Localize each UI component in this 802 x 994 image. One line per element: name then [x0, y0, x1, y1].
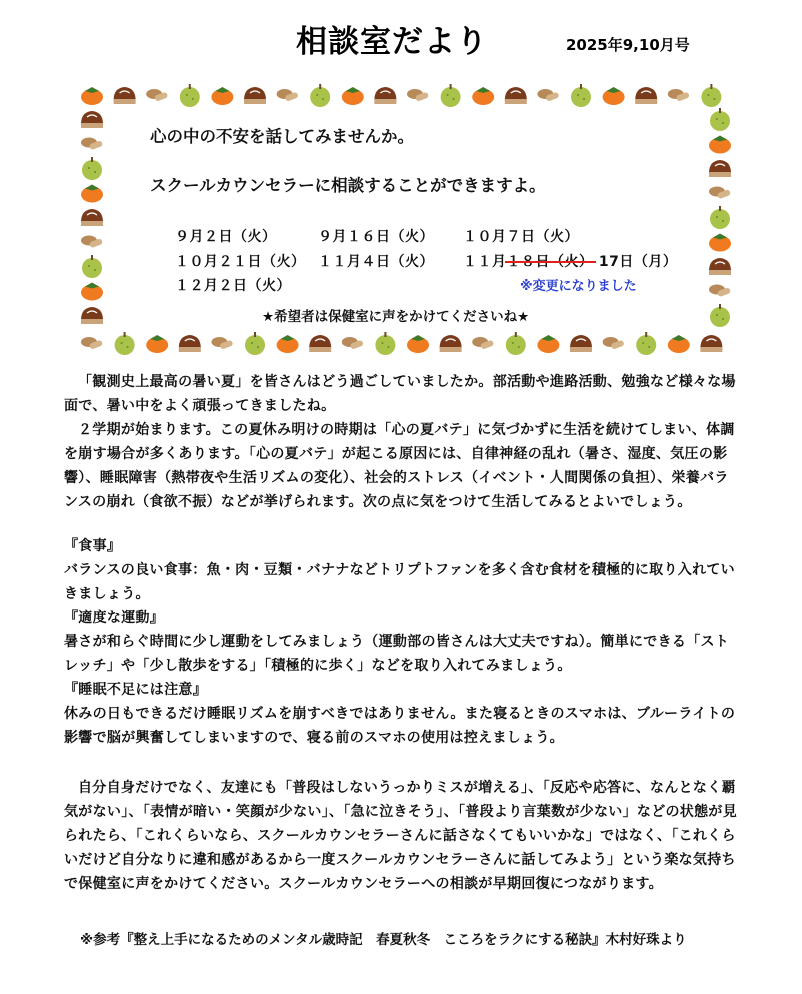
chestnut-icon: [81, 111, 103, 128]
persimmon-icon: [709, 136, 731, 154]
chestnut-icon: [309, 335, 331, 352]
chestnut-icon: [114, 87, 136, 104]
pear-icon: [115, 332, 135, 355]
persimmon-icon: [342, 87, 364, 105]
pear-icon: [82, 157, 102, 180]
date-6: [463, 251, 677, 271]
paragraph-2: ２学期が始まります。この夏休み明けの時期は「心の夏バテ」に気づかずに生活を続けてしまい、体調を崩す場合が多くあります。「心の夏バテ」が起こる原因には、自律神経の乱れ（暑さ、湿度、気圧の影響）、睡眠障害（熱帯夜や生活リズムの変化）、社会的ストレス（イベント・人間関係の負担）、栄養バランスの崩れ（食欲不振）などが挙げられます。次の点に気をつけて生活してみるとよいでしょう。: [64, 422, 735, 510]
persimmon-icon: [603, 87, 625, 105]
persimmon-icon: [81, 87, 103, 105]
page-title: 相談室だより: [296, 24, 488, 60]
reference: ※参考『整え上手になるためのメンタル歳時記 春夏秋冬 こころをラクにする秘訣』木村好珠より: [80, 932, 687, 948]
date-6-old: １８日（火）: [507, 251, 594, 271]
mushroom-icon: [472, 337, 494, 350]
paragraph-3: 自分自身だけでなく、友達にも「普段はしないうっかりミスが増える」、「反応や応答に、なんとなく覇気がない」、「表情が暗い・笑顔が少ない」、「急に泣きそう」、「普段より言葉数が少ない」などの状態が見られたら、「これくらいなら、スクールカウンセラーさんに話さなくてもいいかな」ではなく、「これくらいだけど自分なりに違和感があるから一度スクールカウンセラーさんに話してみよう」という楽な気持ちで保健室に声をかけてください。スクールカウンセラーへの相談が早期回復につながります。: [64, 780, 737, 892]
chestnut-icon: [440, 335, 462, 352]
text-food: バランスの良い食事：魚・肉・豆類・バナナなどトリプトファンを多く含む食材を積極的に取り入れていきましょう。: [64, 562, 735, 602]
pear-icon: [310, 84, 330, 107]
pear-icon: [245, 332, 265, 355]
heading-sleep: 『睡眠不足には注意』: [64, 682, 207, 698]
pear-icon: [82, 255, 102, 278]
pear-icon: [636, 332, 656, 355]
mushroom-icon: [81, 236, 103, 249]
mushroom-icon: [709, 285, 731, 298]
chestnut-icon: [179, 335, 201, 352]
persimmon-icon: [211, 87, 233, 105]
mushroom-icon: [211, 337, 233, 350]
chestnut-icon: [700, 335, 722, 352]
persimmon-icon: [407, 335, 429, 353]
notice: ★希望者は保健室に声をかけてくださいね★: [262, 309, 530, 325]
heading-exercise: 『適度な運動』: [64, 610, 165, 626]
pear-icon: [506, 332, 526, 355]
date-1: ９月２日（火）: [175, 229, 277, 245]
pear-icon: [441, 84, 461, 107]
persimmon-icon: [81, 185, 103, 203]
text-exercise: 暑さが和らぐ時間に少し運動をしてみましょう（運動部の皆さんは大丈夫ですね）。簡単にできる「ストレッチ」や「少し散歩をする」「積極的に歩く」などを取り入れてみましょう。: [64, 634, 730, 674]
issue-label: 2025年9,10月号: [566, 36, 690, 54]
mushroom-icon: [146, 89, 168, 102]
persimmon-icon: [146, 335, 168, 353]
mushroom-icon: [81, 138, 103, 151]
closing-section: [64, 776, 740, 896]
persimmon-icon: [709, 234, 731, 252]
chestnut-icon: [709, 258, 731, 275]
tips-section: [64, 534, 740, 750]
chestnut-icon: [81, 209, 103, 226]
persimmon-icon: [81, 283, 103, 301]
chestnut-icon: [244, 87, 266, 104]
pear-icon: [710, 304, 730, 327]
paragraph-1: 「観測史上最高の暑い夏」を皆さんはどう過ごしていましたか。部活動や進路活動、勉強など様々な場面で、暑い中をよく頑張ってきましたね。: [64, 374, 736, 414]
mushroom-icon: [342, 337, 364, 350]
persimmon-icon: [472, 87, 494, 105]
heading-food: 『食事』: [64, 538, 122, 554]
mushroom-icon: [603, 337, 625, 350]
date-6-new: 17日（月）: [598, 254, 678, 270]
pear-icon: [375, 332, 395, 355]
mushroom-icon: [709, 187, 731, 200]
date-6-prefix: １１月: [463, 254, 507, 270]
box-line-1: 心の中の不安を話してみませんか。: [150, 127, 414, 146]
text-sleep: 休みの日もできるだけ睡眠リズムを崩すべきではありません。また寝るときのスマホは、ブルーライトの影響で脳が興奮してしまいますので、寝る前のスマホの使用は控えましょう。: [64, 706, 736, 746]
mushroom-icon: [81, 337, 103, 350]
chestnut-icon: [709, 160, 731, 177]
chestnut-icon: [570, 335, 592, 352]
changed-note: ※変更になりました: [520, 279, 637, 294]
mushroom-icon: [407, 89, 429, 102]
article-intro: [64, 370, 740, 514]
date-7: １２月２日（火）: [175, 278, 291, 294]
mushroom-icon: [668, 89, 690, 102]
persimmon-icon: [277, 335, 299, 353]
pear-icon: [710, 206, 730, 229]
date-5: １１月４日（火）: [318, 254, 434, 270]
mushroom-icon: [277, 89, 299, 102]
box-line-2: スクールカウンセラーに相談することができますよ。: [150, 176, 546, 195]
pear-icon: [701, 84, 721, 107]
pear-icon: [180, 84, 200, 107]
persimmon-icon: [668, 335, 690, 353]
pear-icon: [571, 84, 591, 107]
date-4: １０月２１日（火）: [175, 254, 306, 270]
date-2: ９月１６日（火）: [318, 229, 434, 245]
chestnut-icon: [81, 307, 103, 324]
date-3: １０月７日（火）: [463, 229, 579, 245]
pear-icon: [710, 108, 730, 131]
persimmon-icon: [537, 335, 559, 353]
mushroom-icon: [537, 89, 559, 102]
chestnut-icon: [635, 87, 657, 104]
chestnut-icon: [374, 87, 396, 104]
chestnut-icon: [505, 87, 527, 104]
